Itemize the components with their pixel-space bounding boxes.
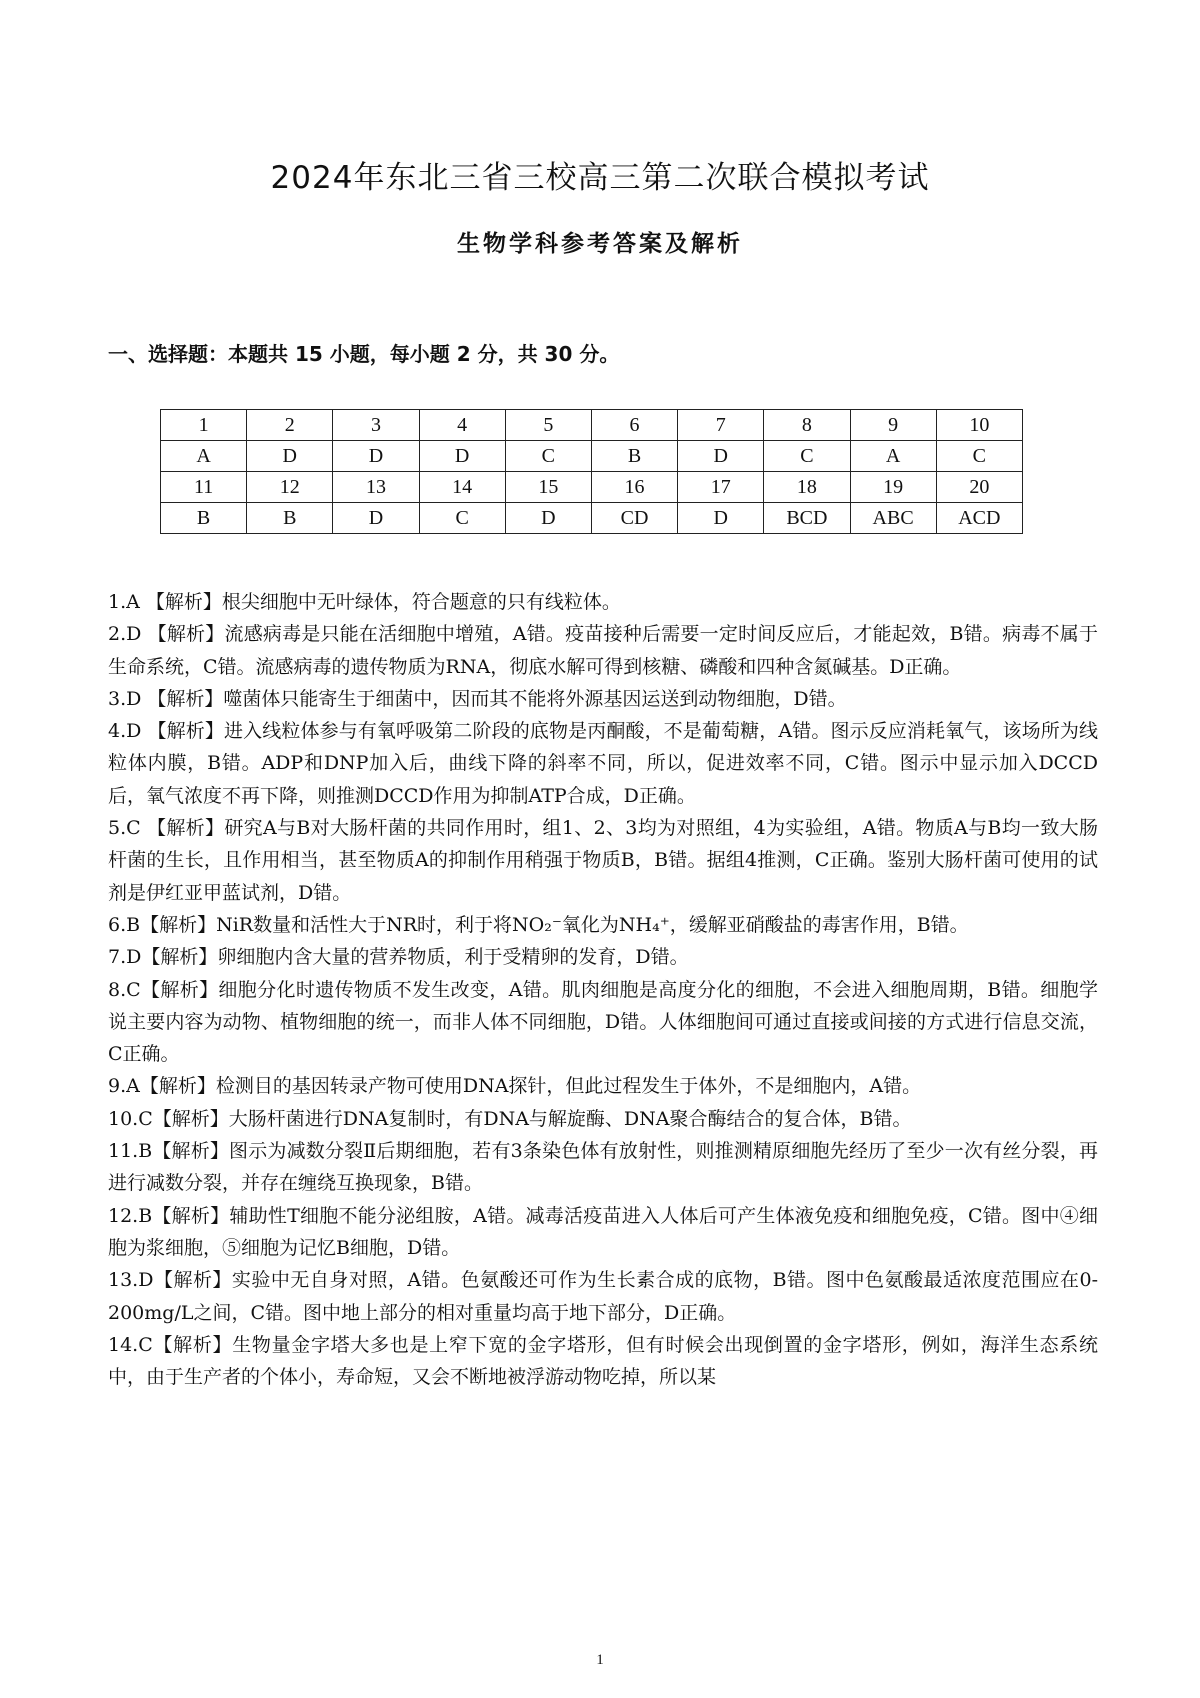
question-number-cell: 20	[936, 472, 1022, 503]
question-number-cell: 6	[591, 410, 677, 441]
table-row	[161, 472, 1023, 503]
explanation-item: 1.A 【解析】根尖细胞中无叶绿体，符合题意的只有线粒体。	[108, 591, 621, 613]
question-number-cell: 3	[333, 410, 419, 441]
question-number-cell: 14	[419, 472, 505, 503]
question-number-cell: 18	[764, 472, 850, 503]
answer-cell: A	[161, 441, 247, 472]
answer-cell: ABC	[850, 503, 936, 534]
answer-cell: B	[161, 503, 247, 534]
answer-cell: D	[419, 441, 505, 472]
question-number-cell: 17	[678, 472, 764, 503]
question-number-cell: 10	[936, 410, 1022, 441]
question-number-cell: 9	[850, 410, 936, 441]
page-number: 1	[596, 1652, 604, 1668]
table-row	[161, 503, 1023, 534]
answer-cell: D	[333, 441, 419, 472]
table-row	[161, 410, 1023, 441]
answer-cell: B	[591, 441, 677, 472]
explanations	[108, 586, 1098, 1393]
answer-cell: D	[678, 441, 764, 472]
answer-cell: ACD	[936, 503, 1022, 534]
answer-cell: D	[678, 503, 764, 534]
question-number-cell: 13	[333, 472, 419, 503]
explanation-item: 12.B【解析】辅助性T细胞不能分泌组胺，A错。减毒活疫苗进入人体后可产生体液免疫和细胞免疫，C错。图中④细胞为浆细胞，⑤细胞为记忆B细胞，D错。	[108, 1204, 1098, 1259]
explanation-item: 7.D【解析】卵细胞内含大量的营养物质，利于受精卵的发育，D错。	[108, 946, 689, 969]
question-number-cell: 19	[850, 472, 936, 503]
document-title: 2024年东北三省三校高三第二次联合模拟考试	[270, 160, 930, 196]
explanation-item: 6.B【解析】NiR数量和活性大于NR时，利于将NO₂⁻氧化为NH₄⁺，缓解亚硝酸盐的毒害作用，B错。	[108, 913, 969, 936]
question-number-cell: 7	[678, 410, 764, 441]
explanation-item: 11.B【解析】图示为减数分裂Ⅱ后期细胞，若有3条染色体有放射性，则推测精原细胞先经历了至少一次有丝分裂，再进行减数分裂，并存在缠绕互换现象，B错。	[108, 1140, 1098, 1195]
answer-cell: A	[850, 441, 936, 472]
answer-cell: C	[505, 441, 591, 472]
answer-cell: CD	[591, 503, 677, 534]
answer-cell: C	[419, 503, 505, 534]
explanation-item: 14.C【解析】生物量金字塔大多也是上窄下宽的金字塔形，但有时候会出现倒置的金字塔形，例如，海洋生态系统中，由于生产者的个体小，寿命短，又会不断地被浮游动物吃掉，所以某	[108, 1333, 1098, 1389]
answer-cell: D	[333, 503, 419, 534]
question-number-cell: 2	[247, 410, 333, 441]
explanation-item: 3.D 【解析】噬菌体只能寄生于细菌中，因而其不能将外源基因运送到动物细胞，D错。	[108, 687, 847, 710]
question-number-cell: 15	[505, 472, 591, 503]
document-subtitle: 生物学科参考答案及解析	[457, 231, 743, 257]
question-number-cell: 1	[161, 410, 247, 441]
question-number-cell: 11	[161, 472, 247, 503]
explanation-item: 5.C 【解析】研究A与B对大肠杆菌的共同作用时，组1、2、3均为对照组，4为实验组，A错。物质A与B均一致大肠杆菌的生长，且作用相当，甚至物质A的抑制作用稍强于物质B，B错。据组4推测，C正确。鉴别大肠杆菌可使用的试剂是伊红亚甲蓝试剂，D错。	[108, 817, 1098, 904]
section-heading: 一、选择题：本题共 15 小题，每小题 2 分，共 30 分。	[108, 342, 620, 366]
table-row	[161, 441, 1023, 472]
question-number-cell: 5	[505, 410, 591, 441]
explanation-item: 13.D【解析】实验中无自身对照，A错。色氨酸还可作为生长素合成的底物，B错。图中色氨酸最适浓度范围应在0-200mg/L之间，C错。图中地上部分的相对重量均高于地下部分，D正确。	[108, 1269, 1098, 1324]
answer-cell: B	[247, 503, 333, 534]
question-number-cell: 16	[591, 472, 677, 503]
explanation-item: 9.A【解析】检测目的基因转录产物可使用DNA探针，但此过程发生于体外，不是细胞内，A错。	[108, 1075, 922, 1098]
explanation-item: 4.D 【解析】进入线粒体参与有氧呼吸第二阶段的底物是丙酮酸，不是葡萄糖，A错。图示反应消耗氧气，该场所为线粒体内膜，B错。ADP和DNP加入后，曲线下降的斜率不同，所以，促进效率不同，C错。图示中显示加入DCCD后，氧气浓度不再下降，则推测DCCD作用为抑制ATP合成，D正确。	[108, 720, 1098, 807]
answer-table	[160, 409, 1023, 534]
answer-cell: BCD	[764, 503, 850, 534]
explanation-item: 8.C【解析】细胞分化时遗传物质不发生改变，A错。肌肉细胞是高度分化的细胞，不会进入细胞周期，B错。细胞学说主要内容为动物、植物细胞的统一，而非人体不同细胞，D错。人体细胞间可通过直接或间接的方式进行信息交流，C正确。	[108, 978, 1098, 1066]
answer-cell: D	[247, 441, 333, 472]
answer-cell: C	[936, 441, 1022, 472]
question-number-cell: 12	[247, 472, 333, 503]
explanation-item: 10.C【解析】大肠杆菌进行DNA复制时，有DNA与解旋酶、DNA聚合酶结合的复合体，B错。	[108, 1107, 912, 1130]
answer-cell: C	[764, 441, 850, 472]
question-number-cell: 8	[764, 410, 850, 441]
answer-cell: D	[505, 503, 591, 534]
explanation-item: 2.D 【解析】流感病毒是只能在活细胞中增殖，A错。疫苗接种后需要一定时间反应后，才能起效，B错。病毒不属于生命系统，C错。流感病毒的遗传物质为RNA，彻底水解可得到核糖、磷酸和四种含氮碱基。D正确。	[108, 623, 1098, 678]
question-number-cell: 4	[419, 410, 505, 441]
